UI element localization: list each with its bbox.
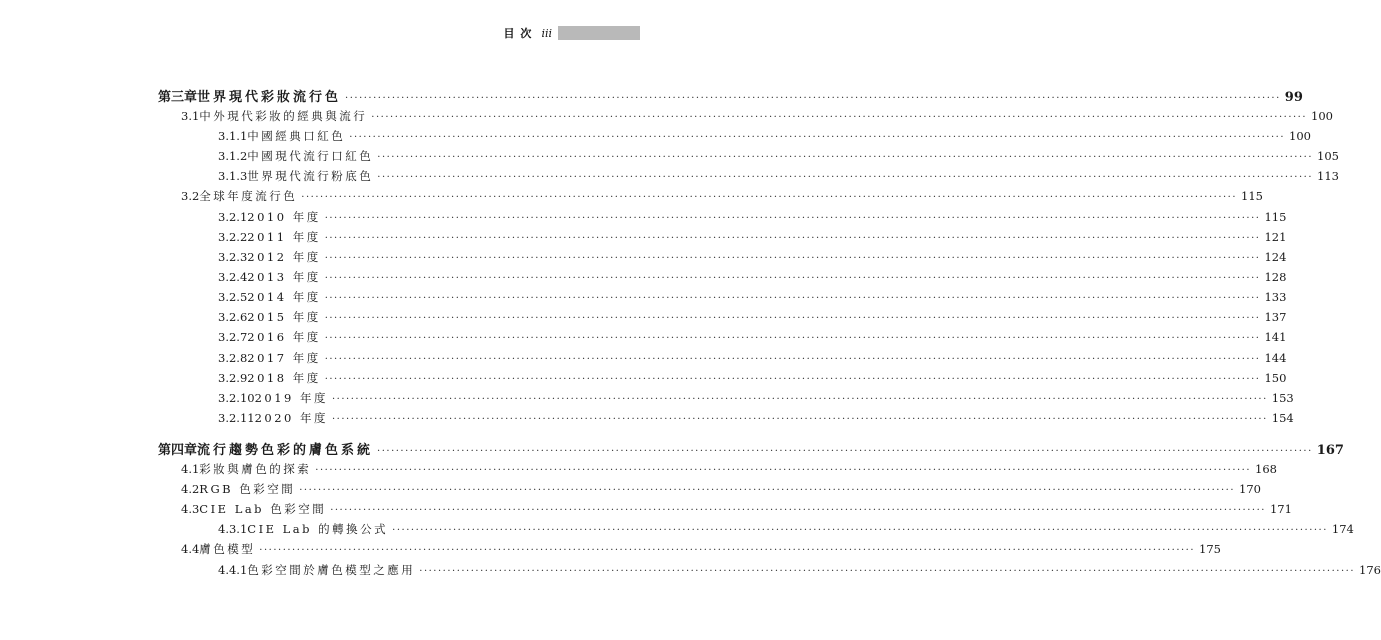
header-label: 目次 — [503, 27, 538, 40]
toc-entry-title: RGB 色彩空間 — [199, 482, 296, 496]
running-header — [503, 25, 640, 41]
leader-dots: ········································································································································································································ — [299, 485, 1235, 496]
toc-entry-page: 124 — [1264, 250, 1287, 264]
leader-dots: ········································································································································································································ — [377, 446, 1313, 457]
toc-entry-subsection — [218, 269, 1287, 285]
leader-dots: ········································································································································································································ — [324, 333, 1261, 344]
leader-dots: ········································································································································································································ — [332, 394, 1268, 405]
toc-entry-subsection — [218, 370, 1287, 386]
toc-entry-page: 100 — [1311, 109, 1333, 123]
toc-entry-page: 175 — [1199, 542, 1221, 556]
toc-entry-page: 100 — [1289, 129, 1311, 143]
toc-entry-section — [181, 461, 1277, 477]
toc-entry-subsection — [218, 209, 1287, 225]
toc-entry-number: 4.4.1 — [218, 563, 248, 577]
toc-entry-subsection — [218, 562, 1381, 578]
toc-entry-number: 3.2.10 — [218, 391, 255, 405]
toc-entry-page: 115 — [1264, 210, 1287, 224]
header-bar — [558, 26, 640, 40]
toc-entry-title: 2013 年度 — [247, 270, 321, 284]
leader-dots: ········································································································································································································ — [392, 525, 1328, 536]
toc-entry-page: 174 — [1331, 522, 1354, 536]
leader-dots: ········································································································································································································ — [324, 213, 1261, 224]
toc-entry-number: 3.2.4 — [218, 270, 248, 284]
leader-dots: ········································································································································································································ — [324, 293, 1261, 304]
toc-entry-title: 2015 年度 — [247, 310, 321, 324]
leader-dots: ········································································································································································································ — [419, 566, 1356, 577]
toc-entry-number: 4.3 — [181, 502, 200, 516]
leader-dots: ········································································································································································································ — [377, 152, 1314, 163]
toc-entry-title: 世界現代流行粉底色 — [247, 169, 374, 183]
toc-entry-page: 141 — [1264, 330, 1287, 344]
toc-entry-subsection — [218, 309, 1287, 325]
toc-entry-subsection — [218, 148, 1339, 164]
toc-entry-subsection — [218, 289, 1287, 305]
leader-dots: ········································································································································································································ — [332, 414, 1268, 425]
leader-dots: ········································································································································································································ — [324, 374, 1261, 385]
toc-entry-title: 中外現代彩妝的經典與流行 — [199, 109, 368, 123]
toc-entry-subsection — [218, 229, 1287, 245]
toc-entry-section — [181, 188, 1263, 204]
toc-entry-chapter — [158, 86, 1303, 105]
leader-dots: ········································································································································································································ — [324, 354, 1261, 365]
toc-entry-subsection — [218, 350, 1287, 366]
toc-entry-number: 4.1 — [181, 462, 200, 476]
toc-entry-number: 3.2.6 — [218, 310, 248, 324]
toc-entry-title: 世界現代彩妝流行色 — [197, 90, 342, 105]
toc-entry-subsection — [218, 329, 1287, 345]
toc-entry-number: 3.1.3 — [218, 169, 248, 183]
toc-entry-number: 3.2.1 — [218, 210, 248, 224]
toc-entry-subsection — [218, 168, 1339, 184]
toc-entry-section — [181, 501, 1292, 517]
toc-entry-subsection — [218, 410, 1294, 426]
leader-dots: ········································································································································································································ — [301, 192, 1238, 203]
toc-entry-page: 113 — [1317, 169, 1339, 183]
toc-entry-number: 3.2.3 — [218, 250, 248, 264]
toc-entry-title: 流行趨勢色彩的膚色系統 — [197, 443, 374, 458]
toc-entry-title: 2014 年度 — [247, 290, 321, 304]
toc-entry-title: 2010 年度 — [247, 210, 321, 224]
toc-entry-subsection — [218, 390, 1294, 406]
toc-entry-page: 144 — [1264, 351, 1287, 365]
toc-entry-page: 154 — [1271, 411, 1294, 425]
toc-entry-page: 167 — [1316, 443, 1344, 458]
toc-entry-title: 2017 年度 — [247, 351, 321, 365]
toc-entry-number: 3.2.2 — [218, 230, 248, 244]
toc-entry-title: 2012 年度 — [247, 250, 321, 264]
toc-entry-title: 全球年度流行色 — [199, 189, 298, 203]
toc-entry-page: 168 — [1255, 462, 1277, 476]
leader-dots: ········································································································································································································ — [345, 93, 1281, 104]
toc-entry-title: 中國現代流行口紅色 — [247, 149, 374, 163]
toc-entry-number: 3.1.1 — [218, 129, 248, 143]
toc-entry-page: 128 — [1264, 270, 1287, 284]
toc-entry-number: 4.3.1 — [218, 522, 248, 536]
leader-dots: ········································································································································································································ — [324, 233, 1261, 244]
toc-entry-page: 153 — [1271, 391, 1294, 405]
toc-entry-number: 4.4 — [181, 542, 200, 556]
toc-entry-title: 2020 年度 — [254, 411, 328, 425]
toc-entry-page: 150 — [1264, 371, 1287, 385]
toc-entry-title: CIE Lab 色彩空間 — [199, 502, 327, 516]
toc-entry-title: 彩妝與膚色的探索 — [199, 462, 312, 476]
leader-dots: ········································································································································································································ — [324, 253, 1261, 264]
toc-entry-title: 2019 年度 — [254, 391, 328, 405]
toc-entry-title: 2018 年度 — [247, 371, 321, 385]
toc-entry-number: 3.2.7 — [218, 330, 248, 344]
toc-entry-subsection — [218, 128, 1311, 144]
toc-entry-number: 3.1.2 — [218, 149, 248, 163]
toc-entry-section — [181, 108, 1333, 124]
toc-entry-title: CIE Lab 的轉換公式 — [247, 522, 389, 536]
toc-entry-number: 3.2.11 — [218, 411, 255, 425]
toc-entry-page: 176 — [1359, 563, 1381, 577]
toc-entry-chapter — [158, 439, 1344, 458]
toc-entry-page: 121 — [1264, 230, 1287, 244]
toc-entry-title: 2016 年度 — [247, 330, 321, 344]
toc-entry-number: 3.1 — [181, 109, 200, 123]
toc-entry-number: 第三章 — [158, 90, 198, 105]
leader-dots: ········································································································································································································ — [324, 273, 1261, 284]
toc-entry-page: 99 — [1284, 90, 1303, 105]
leader-dots: ········································································································································································································ — [330, 505, 1266, 516]
leader-dots: ········································································································································································································ — [315, 465, 1252, 476]
leader-dots: ········································································································································································································ — [377, 172, 1314, 183]
toc-entry-title: 膚色模型 — [199, 542, 256, 556]
toc-entry-page: 171 — [1269, 502, 1292, 516]
toc-entry-page: 133 — [1264, 290, 1287, 304]
toc-entry-number: 3.2.8 — [218, 351, 248, 365]
toc-entry-page: 105 — [1317, 149, 1339, 163]
leader-dots: ········································································································································································································ — [349, 132, 1286, 143]
toc-entry-number: 3.2 — [181, 189, 200, 203]
leader-dots: ········································································································································································································ — [259, 545, 1196, 556]
toc-entry-page: 115 — [1241, 189, 1263, 203]
toc-entry-number: 3.2.5 — [218, 290, 248, 304]
toc-entry-subsection — [218, 521, 1354, 537]
toc-entry-number: 3.2.9 — [218, 371, 248, 385]
toc-entry-title: 色彩空間於膚色模型之應用 — [247, 563, 416, 577]
toc-entry-number: 4.2 — [181, 482, 200, 496]
toc-entry-number: 第四章 — [158, 443, 198, 458]
toc-entry-subsection — [218, 249, 1287, 265]
toc-entry-title: 2011 年度 — [247, 230, 321, 244]
toc-entry-page: 170 — [1239, 482, 1261, 496]
header-page-number: iii — [541, 26, 552, 40]
toc-entry-section — [181, 481, 1261, 497]
toc-entry-page: 137 — [1264, 310, 1287, 324]
toc-entry-section — [181, 541, 1221, 557]
leader-dots: ········································································································································································································ — [324, 313, 1261, 324]
leader-dots: ········································································································································································································ — [371, 112, 1308, 123]
toc-entry-title: 中國經典口紅色 — [247, 129, 346, 143]
